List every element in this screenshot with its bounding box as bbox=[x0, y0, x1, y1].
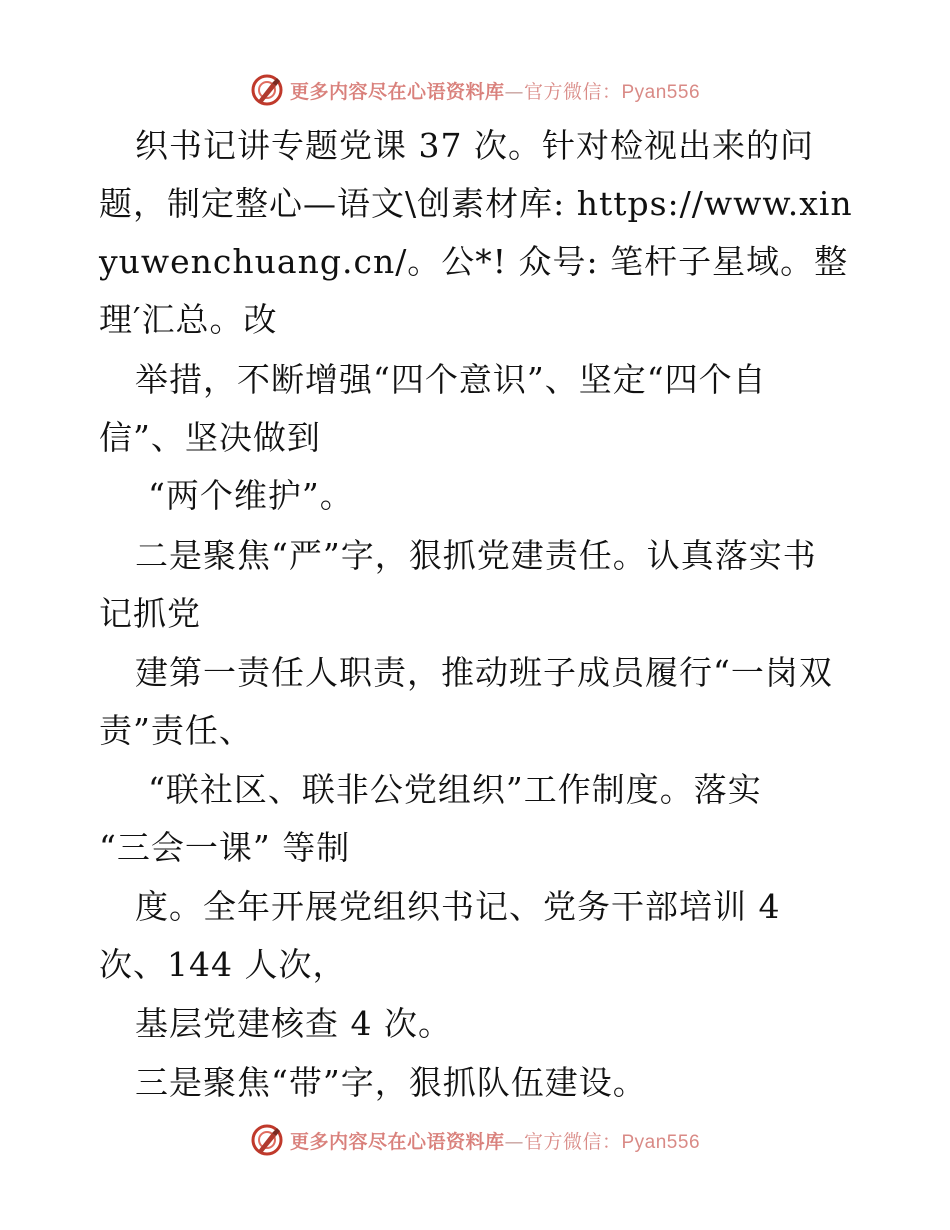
pen-logo-icon bbox=[250, 1123, 284, 1157]
watermark-official-label: 官方微信： bbox=[523, 1130, 622, 1153]
pen-logo-icon bbox=[250, 73, 284, 107]
body-line: 织书记讲专题党课 37 次。针对检视出来的问 bbox=[135, 126, 814, 165]
watermark-slogan: 更多内容尽在心语资料库 bbox=[289, 1130, 505, 1153]
watermark-dash: — bbox=[504, 1130, 524, 1153]
body-line: 题，制定整心—语文\创素材库: https://www.xin bbox=[99, 184, 853, 223]
body-line: 理′汇总。改 bbox=[99, 300, 278, 339]
body-line: 责”责任、 bbox=[99, 711, 253, 750]
body-line: yuwenchuang.cn/。公*! 众号: 笔杆子星域。整 bbox=[99, 242, 849, 281]
body-line: 次、144 人次， bbox=[99, 945, 347, 984]
body-line: “两个维护”。 bbox=[148, 476, 354, 515]
body-line: “三会一课” 等制 bbox=[99, 828, 351, 867]
watermark-official-label: 官方微信： bbox=[523, 80, 622, 103]
body-line: 举措，不断增强“四个意识”、坚定“四个自 bbox=[135, 360, 767, 399]
body-line: 基层党建核查 4 次。 bbox=[135, 1004, 452, 1043]
body-line: 记抓党 bbox=[99, 594, 201, 633]
header-watermark-banner bbox=[0, 70, 950, 110]
watermark-text bbox=[290, 1127, 700, 1154]
body-line: 建第一责任人职责，推动班子成员履行“一岗双 bbox=[135, 653, 833, 692]
watermark-dash: — bbox=[504, 80, 524, 103]
body-line: 度。全年开展党组织书记、党务干部培训 4 bbox=[135, 887, 781, 926]
watermark-slogan: 更多内容尽在心语资料库 bbox=[289, 80, 505, 103]
body-line: 信”、坚决做到 bbox=[99, 418, 321, 457]
watermark-account: Pyan556 bbox=[621, 1131, 701, 1153]
watermark-text bbox=[290, 77, 700, 104]
footer-watermark-banner bbox=[0, 1120, 950, 1160]
body-line: 二是聚焦“严”字，狠抓党建责任。认真落实书 bbox=[135, 536, 817, 575]
body-line: 三是聚焦“带”字，狠抓队伍建设。 bbox=[135, 1063, 647, 1102]
watermark-account: Pyan556 bbox=[621, 81, 701, 103]
body-line: “联社区、联非公党组织”工作制度。落实 bbox=[148, 770, 762, 809]
